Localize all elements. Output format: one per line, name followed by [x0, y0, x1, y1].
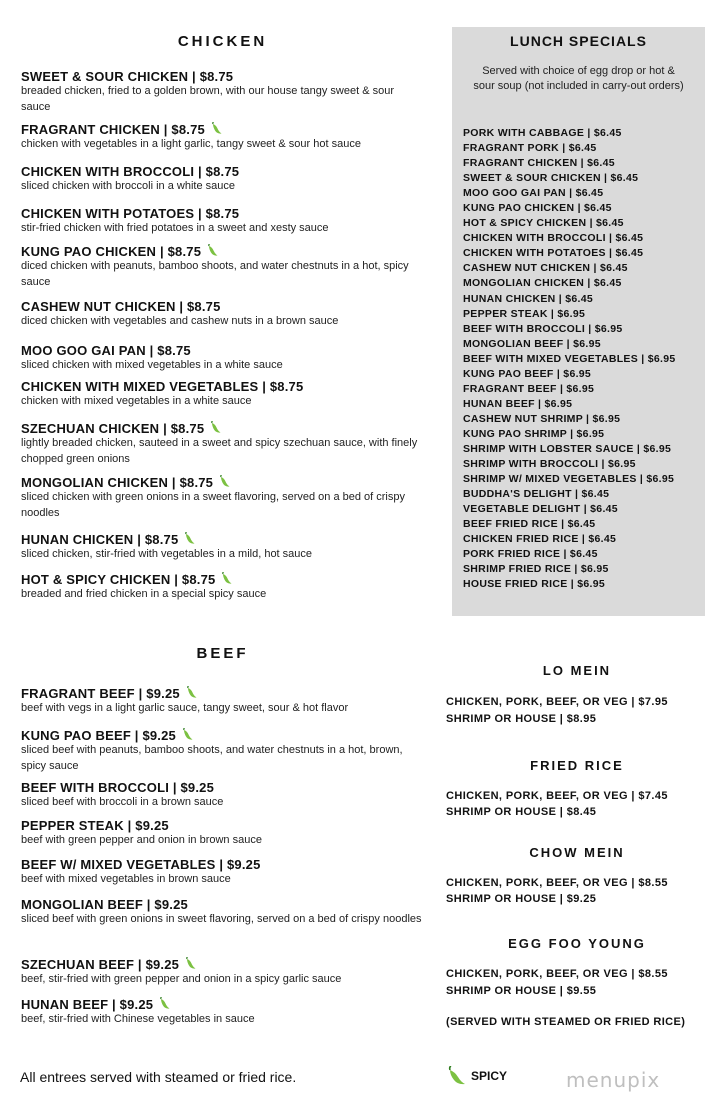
menu-item-description: sliced chicken with mixed vegetables in a white sauce [21, 359, 283, 371]
menu-item-description: beef with green pepper and onion in brown sauce [21, 834, 262, 846]
chicken-menu-item [21, 379, 426, 410]
egg-foo-young-note: (SERVED WITH STEAMED OR FRIED RICE) [446, 1016, 686, 1028]
menu-item-name-text: PEPPER STEAK | $9.25 [21, 818, 169, 833]
menu-item-name [21, 857, 426, 872]
fried-rice-line: CHICKEN, PORK, BEEF, OR VEG | $7.45 [446, 790, 668, 802]
chow-mein-line: SHRIMP OR HOUSE | $9.25 [446, 893, 597, 905]
spicy-legend [447, 1066, 507, 1086]
menu-item-name [21, 343, 426, 358]
pepper-icon [184, 532, 195, 544]
chicken-menu-item [21, 421, 426, 467]
lunch-special-item: MONGOLIAN CHICKEN | $6.45 [463, 277, 622, 290]
lunch-specials-list [463, 126, 703, 592]
menu-item-description: sliced beef with green onions in sweet flavoring, served on a bed of crispy noodles [21, 913, 422, 925]
lunch-special-item: CHICKEN WITH BROCCOLI | $6.45 [463, 232, 644, 245]
lunch-special-item: MONGOLIAN BEEF | $6.95 [463, 337, 601, 350]
menu-item-name [21, 206, 426, 221]
menu-item-description: breaded chicken, fried to a golden brown, with our house tangy sweet & sour sauce [21, 85, 395, 113]
menu-item-name-text: MONGOLIAN BEEF | $9.25 [21, 897, 188, 912]
menu-item-description: sliced beef with broccoli in a brown sauce [21, 796, 224, 808]
pepper-icon [447, 1066, 467, 1086]
menu-item-name [21, 728, 426, 743]
menu-item-description: diced chicken with peanuts, bamboo shoots, and water chestnuts in a hot, spicy sauce [21, 260, 409, 288]
spicy-legend-label: SPICY [471, 1069, 508, 1083]
pepper-icon [219, 475, 230, 487]
menu-item-name-text: KUNG PAO CHICKEN | $8.75 [21, 244, 202, 259]
pepper-icon [159, 997, 170, 1009]
lunch-special-item: PORK WITH CABBAGE | $6.45 [463, 127, 622, 139]
menu-item-name-text: MOO GOO GAI PAN | $8.75 [21, 343, 191, 358]
menu-item-name [21, 122, 426, 137]
chicken-menu-item [21, 164, 426, 195]
lunch-special-item: SHRIMP WITH BROCCOLI | $6.95 [463, 458, 636, 471]
menu-item-name [21, 164, 426, 179]
chicken-menu-item [21, 69, 426, 115]
menu-item-name-text: HUNAN BEEF | $9.25 [21, 997, 154, 1012]
menu-item-description: stir-fried chicken with fried potatoes in a sweet and xesty sauce [21, 222, 329, 234]
lunch-special-item: FRAGRANT CHICKEN | $6.45 [463, 157, 615, 170]
footer-rice-note: All entrees served with steamed or fried rice. [20, 1069, 297, 1085]
chicken-menu-item [21, 244, 426, 290]
lunch-specials-note: Served with choice of egg drop or hot & sour soup (not included in carry-out orders) [473, 65, 684, 92]
menu-item-description: lightly breaded chicken, sauteed in a sweet and spicy szechuan sauce, with finely chopped green onions [21, 437, 418, 465]
lunch-special-item: CASHEW NUT CHICKEN | $6.45 [463, 262, 628, 275]
pepper-icon [207, 244, 218, 256]
chicken-menu-item [21, 206, 426, 237]
pepper-icon [185, 957, 196, 969]
beef-menu-item [21, 857, 426, 888]
menu-item-description: sliced chicken, stir-fried with vegetables in a mild, hot sauce [21, 548, 313, 560]
menu-item-name [21, 897, 426, 912]
menu-item-name [21, 686, 426, 701]
lunch-special-item: BUDDHA'S DELIGHT | $6.45 [463, 488, 610, 501]
menupix-watermark: menupix [566, 1068, 661, 1092]
lunch-special-item: CASHEW NUT SHRIMP | $6.95 [463, 412, 621, 425]
menu-item-name [21, 421, 426, 436]
menu-item-description: chicken with vegetables in a light garlic, tangy sweet & sour hot sauce [21, 138, 361, 150]
menu-item-name [21, 475, 426, 490]
beef-section-title: BEEF [196, 645, 249, 662]
beef-menu-item [21, 957, 426, 988]
lunch-specials-box [452, 27, 705, 616]
menu-item-name-text: CASHEW NUT CHICKEN | $8.75 [21, 299, 221, 314]
lunch-special-item: SHRIMP WITH LOBSTER SAUCE | $6.95 [463, 442, 672, 455]
menu-item-name [21, 818, 426, 833]
lo-mein-line: SHRIMP OR HOUSE | $8.95 [446, 713, 597, 725]
chicken-menu-item [21, 343, 426, 374]
lunch-special-item: BEEF WITH MIXED VEGETABLES | $6.95 [463, 352, 676, 365]
lo-mein-title: LO MEIN [542, 663, 612, 678]
lunch-specials-title: LUNCH SPECIALS [510, 33, 647, 49]
menu-item-description: breaded and fried chicken in a special spicy sauce [21, 588, 267, 600]
lunch-special-item: FRAGRANT BEEF | $6.95 [463, 382, 595, 395]
menu-item-description: diced chicken with vegetables and cashew nuts in a brown sauce [21, 315, 339, 327]
lunch-special-item: HUNAN BEEF | $6.95 [463, 397, 573, 410]
lunch-special-item: SWEET & SOUR CHICKEN | $6.45 [463, 172, 639, 185]
menu-item-description: sliced beef with peanuts, bamboo shoots, and water chestnuts in a hot, brown, spicy sauce [21, 744, 403, 772]
menu-item-name [21, 572, 426, 587]
lunch-special-item: KUNG PAO SHRIMP | $6.95 [463, 427, 605, 440]
menu-item-name-text: BEEF WITH BROCCOLI | $9.25 [21, 780, 215, 795]
pepper-icon [211, 122, 222, 134]
menu-item-description: beef, stir-fried with green pepper and onion in a spicy garlic sauce [21, 973, 342, 985]
menu-item-name-text: CHICKEN WITH MIXED VEGETABLES | $8.75 [21, 379, 304, 394]
menu-item-description: sliced chicken with broccoli in a white sauce [21, 180, 235, 192]
menu-item-description: beef with vegs in a light garlic sauce, tangy sweet, sour & hot flavor [21, 702, 349, 714]
menu-item-name-text: FRAGRANT CHICKEN | $8.75 [21, 122, 205, 137]
lunch-special-item: BEEF FRIED RICE | $6.45 [463, 518, 596, 531]
beef-menu-item [21, 686, 426, 717]
egg-foo-young-line: SHRIMP OR HOUSE | $9.55 [446, 985, 597, 997]
beef-menu-item [21, 897, 426, 928]
lunch-special-item: HOUSE FRIED RICE | $6.95 [463, 578, 606, 591]
lunch-special-item: CHICKEN FRIED RICE | $6.45 [463, 533, 617, 546]
menu-item-name-text: SZECHUAN BEEF | $9.25 [21, 957, 180, 972]
chicken-menu-item [21, 572, 426, 603]
lunch-special-item: CHICKEN WITH POTATOES | $6.45 [463, 247, 644, 260]
menu-item-name [21, 957, 426, 972]
pepper-icon [221, 572, 232, 584]
menu-item-description: beef with mixed vegetables in brown sauce [21, 873, 231, 885]
lo-mein-line: CHICKEN, PORK, BEEF, OR VEG | $7.95 [446, 696, 668, 708]
menu-item-description: chicken with mixed vegetables in a white sauce [21, 395, 252, 407]
pepper-icon [210, 421, 221, 433]
beef-menu-item [21, 818, 426, 849]
menu-item-name-text: CHICKEN WITH BROCCOLI | $8.75 [21, 164, 240, 179]
lunch-special-item: FRAGRANT PORK | $6.45 [463, 142, 597, 155]
chicken-menu-item [21, 122, 426, 153]
beef-menu-item [21, 997, 426, 1028]
egg-foo-young-line: CHICKEN, PORK, BEEF, OR VEG | $8.55 [446, 968, 668, 980]
menu-item-name [21, 780, 426, 795]
lunch-special-item: PEPPER STEAK | $6.95 [463, 307, 586, 320]
lunch-special-item: MOO GOO GAI PAN | $6.45 [463, 187, 604, 200]
fried-rice-line: SHRIMP OR HOUSE | $8.45 [446, 806, 597, 818]
menu-item-name [21, 532, 426, 547]
menu-item-name-text: BEEF W/ MIXED VEGETABLES | $9.25 [21, 857, 261, 872]
pepper-icon [182, 728, 193, 740]
lunch-special-item: KUNG PAO BEEF | $6.95 [463, 367, 592, 380]
menu-item-name [21, 379, 426, 394]
menu-item-name-text: KUNG PAO BEEF | $9.25 [21, 728, 176, 743]
lunch-special-item: PORK FRIED RICE | $6.45 [463, 548, 598, 561]
menu-item-name [21, 244, 426, 259]
menu-item-name-text: SZECHUAN CHICKEN | $8.75 [21, 421, 205, 436]
menu-item-name [21, 69, 426, 84]
menu-item-name-text: MONGOLIAN CHICKEN | $8.75 [21, 475, 214, 490]
lunch-special-item: HOT & SPICY CHICKEN | $6.45 [463, 217, 624, 230]
menu-item-name-text: FRAGRANT BEEF | $9.25 [21, 686, 180, 701]
beef-menu-item [21, 780, 426, 811]
menu-item-name-text: SWEET & SOUR CHICKEN | $8.75 [21, 69, 234, 84]
menu-item-name [21, 299, 426, 314]
pepper-icon [186, 686, 197, 698]
chicken-menu-item [21, 532, 426, 563]
lunch-special-item: SHRIMP FRIED RICE | $6.95 [463, 563, 609, 576]
chow-mein-line: CHICKEN, PORK, BEEF, OR VEG | $8.55 [446, 877, 668, 889]
menu-item-name-text: CHICKEN WITH POTATOES | $8.75 [21, 206, 240, 221]
lunch-special-item: BEEF WITH BROCCOLI | $6.95 [463, 322, 623, 335]
menu-item-name-text: HUNAN CHICKEN | $8.75 [21, 532, 179, 547]
lunch-special-item: KUNG PAO CHICKEN | $6.45 [463, 202, 612, 215]
lunch-special-item: VEGETABLE DELIGHT | $6.45 [463, 503, 618, 516]
lunch-special-item: SHRIMP W/ MIXED VEGETABLES | $6.95 [463, 473, 675, 486]
menu-item-name [21, 997, 426, 1012]
chow-mein-title: CHOW MEIN [529, 845, 625, 860]
menu-item-name-text: HOT & SPICY CHICKEN | $8.75 [21, 572, 216, 587]
menu-item-description: beef, stir-fried with Chinese vegetables in sauce [21, 1013, 255, 1025]
fried-rice-title: FRIED RICE [530, 758, 624, 773]
chicken-menu-item [21, 475, 426, 521]
lunch-special-item: HUNAN CHICKEN | $6.45 [463, 292, 594, 305]
chicken-section-title: CHICKEN [177, 33, 268, 50]
beef-menu-item [21, 728, 426, 774]
menu-item-description: sliced chicken with green onions in a sweet flavoring, served on a bed of crispy noodles [21, 491, 405, 519]
chicken-menu-item [21, 299, 426, 330]
egg-foo-young-title: EGG FOO YOUNG [508, 936, 646, 951]
